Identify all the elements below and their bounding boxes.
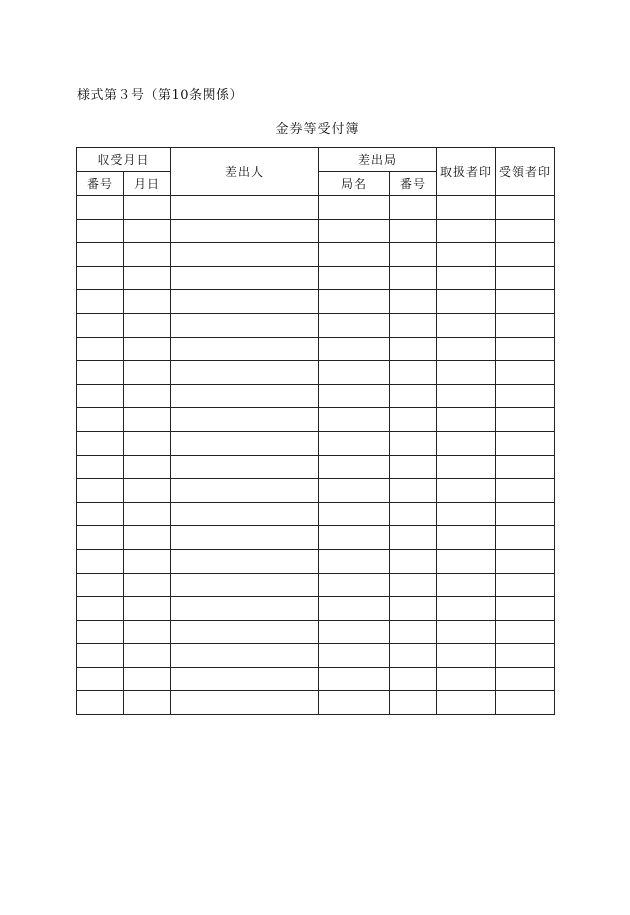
header-receipt-month-day: 月日 (124, 172, 171, 196)
header-receipt-date-group: 収受月日 (77, 148, 171, 172)
cell-handler-seal (437, 219, 496, 243)
cell-handler-seal (437, 479, 496, 503)
cell-office-name (319, 408, 390, 432)
cell-handler-seal (437, 502, 496, 526)
table-row (77, 526, 555, 550)
cell-office-number (390, 691, 437, 715)
cell-handler-seal (437, 526, 496, 550)
header-sender: 差出人 (171, 148, 319, 196)
cell-sender (171, 691, 319, 715)
cell-sender (171, 526, 319, 550)
form-number: 様式第３号（第10条関係） (77, 88, 244, 103)
cell-month-day (124, 337, 171, 361)
cell-month-day (124, 573, 171, 597)
cell-number (77, 620, 124, 644)
cell-month-day (124, 549, 171, 573)
cell-number (77, 644, 124, 668)
cell-month-day (124, 455, 171, 479)
cell-number (77, 597, 124, 621)
cell-office-name (319, 266, 390, 290)
cell-number (77, 196, 124, 220)
cell-office-name (319, 526, 390, 550)
cell-month-day (124, 644, 171, 668)
table-row (77, 313, 555, 337)
cell-sender (171, 266, 319, 290)
cell-number (77, 526, 124, 550)
cell-office-number (390, 243, 437, 267)
cell-number (77, 313, 124, 337)
cell-sender (171, 620, 319, 644)
table-row (77, 243, 555, 267)
cell-receiver-seal (496, 243, 555, 267)
cell-month-day (124, 266, 171, 290)
cell-office-number (390, 313, 437, 337)
cell-sender (171, 479, 319, 503)
cell-office-number (390, 479, 437, 503)
cell-receiver-seal (496, 337, 555, 361)
cell-number (77, 219, 124, 243)
cell-month-day (124, 526, 171, 550)
cell-month-day (124, 384, 171, 408)
cell-sender (171, 361, 319, 385)
cell-receiver-seal (496, 502, 555, 526)
cell-receiver-seal (496, 408, 555, 432)
cell-month-day (124, 502, 171, 526)
cell-office-name (319, 549, 390, 573)
table-row (77, 196, 555, 220)
table-row (77, 337, 555, 361)
cell-number (77, 479, 124, 503)
cell-office-name (319, 384, 390, 408)
cell-office-name (319, 431, 390, 455)
cell-handler-seal (437, 290, 496, 314)
table-row (77, 597, 555, 621)
cell-receiver-seal (496, 384, 555, 408)
table-row (77, 549, 555, 573)
cell-office-name (319, 573, 390, 597)
cell-number (77, 384, 124, 408)
cell-handler-seal (437, 243, 496, 267)
cell-office-name (319, 337, 390, 361)
cell-receiver-seal (496, 219, 555, 243)
cell-sender (171, 219, 319, 243)
cell-office-name (319, 290, 390, 314)
cell-month-day (124, 243, 171, 267)
cell-office-number (390, 549, 437, 573)
cell-number (77, 502, 124, 526)
cell-handler-seal (437, 573, 496, 597)
cell-office-number (390, 526, 437, 550)
cell-month-day (124, 290, 171, 314)
cell-sender (171, 337, 319, 361)
cell-office-number (390, 667, 437, 691)
cell-number (77, 455, 124, 479)
cell-number (77, 667, 124, 691)
table-row (77, 620, 555, 644)
cell-month-day (124, 620, 171, 644)
cell-receiver-seal (496, 526, 555, 550)
cell-receiver-seal (496, 644, 555, 668)
cell-sender (171, 573, 319, 597)
cell-handler-seal (437, 384, 496, 408)
cell-sender (171, 196, 319, 220)
cell-sender (171, 384, 319, 408)
receipt-ledger-table (76, 147, 555, 715)
cell-sender (171, 455, 319, 479)
cell-receiver-seal (496, 313, 555, 337)
cell-office-number (390, 597, 437, 621)
cell-office-name (319, 219, 390, 243)
cell-number (77, 243, 124, 267)
cell-receiver-seal (496, 549, 555, 573)
cell-receiver-seal (496, 455, 555, 479)
cell-office-name (319, 691, 390, 715)
cell-receiver-seal (496, 620, 555, 644)
cell-handler-seal (437, 644, 496, 668)
cell-office-name (319, 667, 390, 691)
cell-number (77, 337, 124, 361)
cell-handler-seal (437, 691, 496, 715)
header-handler-seal: 取扱者印 (437, 148, 496, 196)
cell-office-number (390, 290, 437, 314)
header-receipt-number: 番号 (77, 172, 124, 196)
cell-office-number (390, 573, 437, 597)
ledger-body (77, 196, 555, 715)
cell-handler-seal (437, 597, 496, 621)
cell-receiver-seal (496, 431, 555, 455)
cell-receiver-seal (496, 573, 555, 597)
cell-handler-seal (437, 549, 496, 573)
cell-number (77, 290, 124, 314)
cell-receiver-seal (496, 597, 555, 621)
cell-office-name (319, 243, 390, 267)
header-row-1 (77, 148, 555, 172)
document-title: 金券等受付簿 (275, 122, 360, 137)
cell-number (77, 266, 124, 290)
cell-sender (171, 243, 319, 267)
cell-sender (171, 644, 319, 668)
table-row (77, 573, 555, 597)
cell-office-name (319, 455, 390, 479)
cell-handler-seal (437, 455, 496, 479)
table-row (77, 431, 555, 455)
cell-office-number (390, 384, 437, 408)
cell-sender (171, 667, 319, 691)
cell-handler-seal (437, 337, 496, 361)
table-row (77, 290, 555, 314)
cell-month-day (124, 196, 171, 220)
cell-number (77, 573, 124, 597)
table-row (77, 644, 555, 668)
cell-month-day (124, 479, 171, 503)
cell-office-number (390, 361, 437, 385)
cell-office-name (319, 479, 390, 503)
cell-month-day (124, 597, 171, 621)
header-sending-office-group: 差出局 (319, 148, 437, 172)
cell-sender (171, 502, 319, 526)
cell-office-number (390, 502, 437, 526)
cell-number (77, 361, 124, 385)
cell-office-number (390, 455, 437, 479)
cell-handler-seal (437, 620, 496, 644)
cell-month-day (124, 361, 171, 385)
cell-office-name (319, 502, 390, 526)
table-row (77, 266, 555, 290)
cell-month-day (124, 219, 171, 243)
cell-month-day (124, 313, 171, 337)
table-row (77, 455, 555, 479)
cell-number (77, 408, 124, 432)
cell-receiver-seal (496, 479, 555, 503)
cell-handler-seal (437, 266, 496, 290)
cell-office-name (319, 196, 390, 220)
cell-handler-seal (437, 313, 496, 337)
cell-office-name (319, 361, 390, 385)
table-row (77, 479, 555, 503)
cell-month-day (124, 667, 171, 691)
table-row (77, 502, 555, 526)
cell-receiver-seal (496, 691, 555, 715)
cell-sender (171, 431, 319, 455)
cell-handler-seal (437, 431, 496, 455)
cell-handler-seal (437, 196, 496, 220)
cell-number (77, 431, 124, 455)
table-row (77, 667, 555, 691)
cell-office-number (390, 196, 437, 220)
cell-number (77, 691, 124, 715)
cell-sender (171, 549, 319, 573)
cell-receiver-seal (496, 196, 555, 220)
cell-sender (171, 290, 319, 314)
cell-receiver-seal (496, 361, 555, 385)
table-row (77, 691, 555, 715)
cell-receiver-seal (496, 266, 555, 290)
cell-receiver-seal (496, 290, 555, 314)
cell-sender (171, 597, 319, 621)
cell-receiver-seal (496, 667, 555, 691)
cell-office-number (390, 219, 437, 243)
cell-office-name (319, 644, 390, 668)
cell-office-number (390, 620, 437, 644)
cell-office-name (319, 313, 390, 337)
cell-office-number (390, 266, 437, 290)
cell-month-day (124, 408, 171, 432)
cell-number (77, 549, 124, 573)
cell-office-number (390, 408, 437, 432)
cell-month-day (124, 691, 171, 715)
cell-sender (171, 408, 319, 432)
table-row (77, 408, 555, 432)
header-office-number: 番号 (390, 172, 437, 196)
cell-office-number (390, 431, 437, 455)
table-row (77, 384, 555, 408)
header-receiver-seal: 受領者印 (496, 148, 555, 196)
cell-office-number (390, 337, 437, 361)
cell-office-name (319, 620, 390, 644)
cell-sender (171, 313, 319, 337)
cell-office-number (390, 644, 437, 668)
cell-handler-seal (437, 361, 496, 385)
table-row (77, 219, 555, 243)
cell-office-name (319, 597, 390, 621)
header-office-name: 局名 (319, 172, 390, 196)
cell-handler-seal (437, 667, 496, 691)
cell-handler-seal (437, 408, 496, 432)
cell-month-day (124, 431, 171, 455)
table-row (77, 361, 555, 385)
